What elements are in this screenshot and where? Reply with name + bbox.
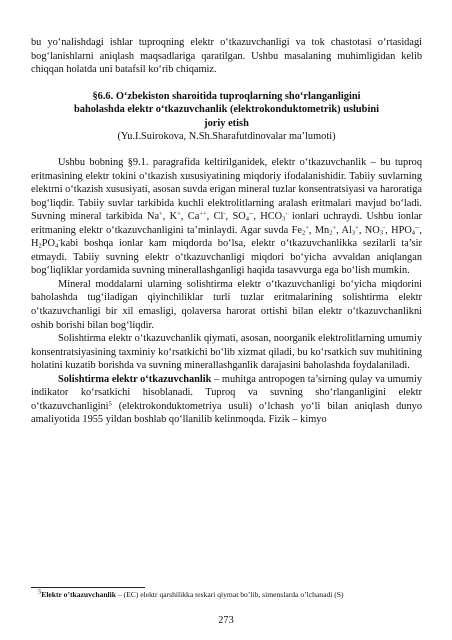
- heading-line-2: baholashda elektr o‘tkazuvchanlik (elektrokonduktometrik) uslubini: [73, 104, 380, 116]
- section-heading: [31, 90, 422, 131]
- footnote-reference[interactable]: 5: [108, 400, 112, 408]
- paragraph-3: Solishtirma elektr o‘tkazuvchanlik qiymati, asosan, noorganik elektrolitlarning umumiy konsentratsiyasining taxminiy ko‘rsatkichi bo‘lib xizmat qiladi, bu ko‘rsatkich suv muhitining holatini kuzatib borishda va suvning minerallashganlik darajasini baholashda foydalaniladi.: [31, 333, 422, 372]
- footnote-divider: [31, 587, 145, 588]
- page-number: 273: [218, 615, 234, 626]
- paragraph-1: Ushbu bobning §9.1. paragrafida keltirilganidek, elektr o‘tkazuvchanlik – bu tuproq eritmasining elektr tokini o‘tkazish xususiyatining miqdoriy ifodalanishidir. Tabiiy suvlarning elektrni o‘tkazish xususiyati, asosan suvda erigan mineral tuzlar konsentratsiyasi va haroratiga bog‘liqdir. Tabiiy suvlar tarkibida kuchli elektrolitlarning aralash eritmalari mavjud bo‘ladi. Suvning mineral tarkibida Na+, K+, Ca++, Cl-, $SO_4^{--}$, $HCO_3^-$ ionlari uchraydi. Ushbu ionlar eritmaning elektr o‘tkazuvchanligini ta’minlaydi. Agar suvda $Fe_2^+$, $Mn_2^+$, $Al_3^+$, $NO_3^-$, $HPO_4^{--}$, $H_2PO_4^-kabi$ boshqa ionlar kam miqdorda bo‘lsa, elektr o‘tkazuvchanlikka sezilarli ta’sir etmaydi. Tabiiy suvning elektr o‘tkazuvchanligi miqdori bo‘yicha avvaldan aniqlangan bog‘liqliklar yordamida suvning minerallashganligi haqida tasavvurga ega bo‘lish mumkin.: [31, 157, 422, 277]
- page-body: [31, 36, 422, 427]
- footnote: [38, 590, 344, 600]
- footnote-text: – (EC) elektr qarshilikka teskari qiymat bo’lib, simenslarda o’lchanadi (S): [116, 590, 344, 599]
- footnote-mark: 5: [38, 588, 42, 596]
- heading-line-1: §6.6. O‘zbekiston sharoitida tuproqlarning sho‘rlanganligini: [92, 90, 361, 102]
- heading-line-3: joriy etish: [204, 117, 249, 129]
- paragraph-2: Mineral moddalarni ularning solishtirma elektr o‘tkazuvchanligi bo‘yicha miqdorini baholashda tug‘iladigan qiyinchiliklar turli tuzlar eritmalarining solishtirma elektr o‘tkazuvchanligi bir xil emasligi, qolaversa harorat ortishi bilan elektr o‘tkazuvchanlikni oshib borishi bilan bog‘liqdir.: [31, 278, 422, 331]
- section-authors: (Yu.I.Suirokova, N.Sh.Sharafutdinovalar ma’lumoti): [117, 131, 336, 143]
- intro-paragraph: bu yo‘nalishdagi ishlar tuproqning elektr o‘tkazuvchanligi va tok chastotasi o‘rtasidagi bog‘lanishlarni aniqlash maqsadlariga qaratilgan. Ushbu masalaning muhimligidan kelib chiqqan holatda uni batafsil ko‘rib chiqamiz.: [31, 37, 422, 76]
- paragraph-4: Solishtirma elektr o‘tkazuvchanlik – muhitga antropogen ta’sirning qulay va umumiy indikator ko‘rsatkichi hisoblanadi. Tuproq va suvning sho‘rlanganligini elektr o‘tkazuvchanligini$^5$ (elektrokonduktometriya usuli) o‘lchash yo‘li bilan aniqlash dunyo amaliyotida 1955 yildan boshlab qo‘llanilib kelinmoqda. Fizik – kimyo: [31, 373, 422, 426]
- term-bold: Solishtirma elektr o‘tkazuvchanlik: [58, 373, 212, 385]
- footnote-term: Elektr o’tkazuvchanlik: [41, 590, 117, 599]
